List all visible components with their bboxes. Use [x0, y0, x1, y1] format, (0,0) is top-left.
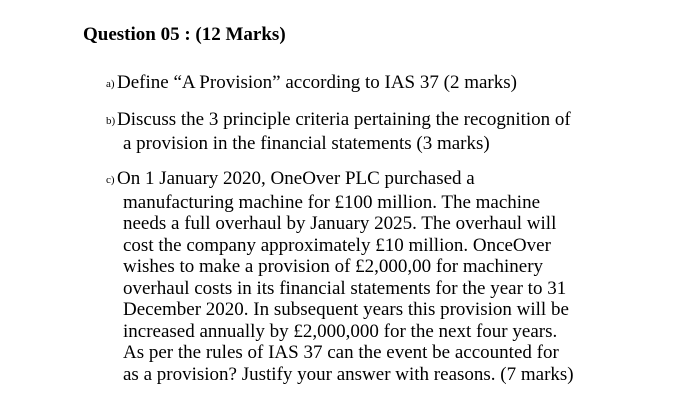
part-b-marker: b): [106, 115, 116, 127]
question-part-b: [106, 109, 571, 154]
part-c-line-1: c) On 1 January 2020, OneOver PLC purchased a: [106, 168, 574, 192]
part-c-line-8: increased annually by £2,000,000 for the next four years.: [123, 320, 558, 342]
part-b-line-2: a provision in the financial statements (3 marks): [123, 132, 490, 154]
part-c-line-3: needs a full overhaul by January 2025. The overhaul will: [123, 213, 557, 234]
part-c-line-2: manufacturing machine for £100 million. The machine: [123, 191, 540, 213]
part-a-line-1: a) Define “A Provision” according to IAS 37 (2 marks): [106, 72, 517, 96]
question-title: Question 05 : (12 Marks): [83, 24, 286, 45]
part-c-line-10: as a provision? Justify your answer with reasons. (7 marks): [123, 363, 574, 385]
part-b-line-1: b)Discuss the 3 principle criteria pertaining the recognition of: [106, 109, 571, 133]
part-a-marker: a): [106, 78, 115, 90]
part-c-line-6: overhaul costs in its financial statements for the year to 31: [123, 277, 567, 299]
part-c-line-4: cost the company approximately £10 million. OnceOver: [123, 234, 551, 256]
part-c-line-9: As per the rules of IAS 37 can the event be accounted for: [123, 342, 559, 363]
part-c-line-5: wishes to make a provision of £2,000,00 for machinery: [123, 256, 544, 277]
part-c-marker: c): [106, 174, 115, 186]
question-part-c: [106, 168, 574, 385]
part-c-line-7: December 2020. In subsequent years this provision will be: [123, 299, 569, 320]
question-part-a: [106, 72, 517, 96]
